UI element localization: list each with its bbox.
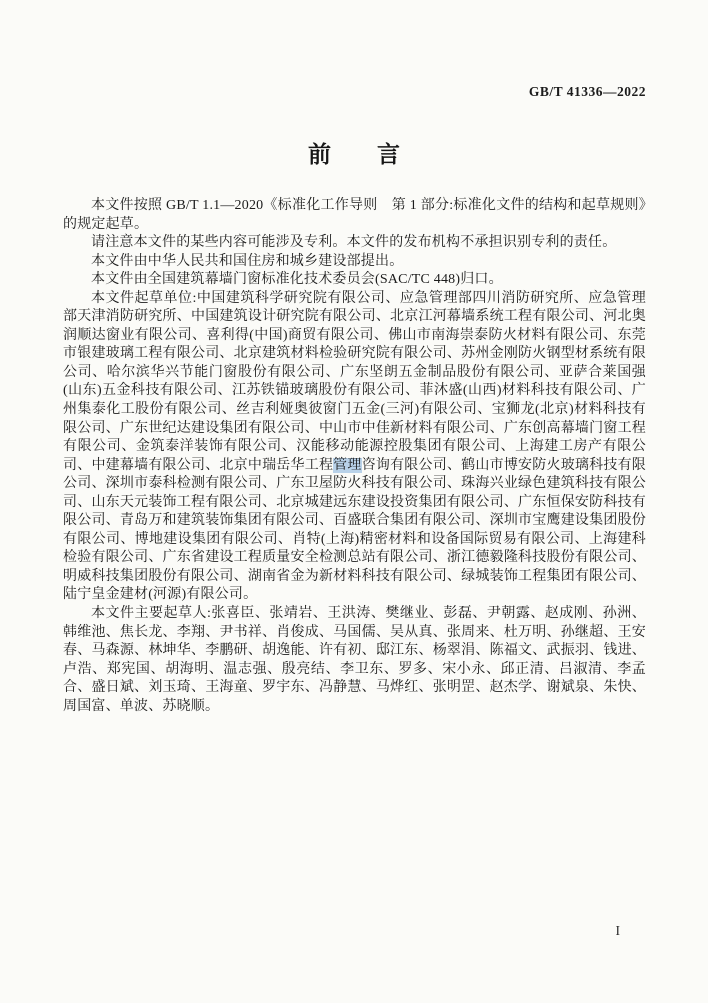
foreword-body	[63, 197, 646, 716]
page-title: 前 言	[308, 142, 400, 167]
paragraph-drafting-organizations	[63, 290, 646, 605]
paragraph-proposed-by: 本文件由中华人民共和国住房和城乡建设部提出。	[91, 253, 404, 269]
highlighted-text: 管理	[333, 457, 362, 473]
paragraph-drafters: 本文件主要起草人:张喜臣、张靖岩、王洪涛、樊继业、彭磊、尹朝露、赵成刚、孙洲、韩维池、焦长龙、李翔、尹书祥、肖俊成、马国儒、吴从真、张周来、杜万明、孙继超、王安春、马森源、林坤华、李鹏研、胡逸能、许有初、邸江东、杨翠涓、陈福文、武振羽、钱进、卢浩、郑宪国、胡海明、温志强、殷亮结、李卫东、罗多、宋小永、邱正清、吕淑清、李孟合、盛日斌、刘玉琦、王海童、罗宇东、冯静慧、马烨红、张明罡、赵杰学、谢斌泉、朱快、周国富、单波、苏晓顺。	[63, 606, 646, 714]
paragraph-patent-notice: 请注意本文件的某些内容可能涉及专利。本文件的发布机构不承担识别专利的责任。	[91, 235, 617, 251]
drafting-orgs-text-continued: 咨询有限公司、鹤山市博安防火玻璃科技有限公司、深圳市泰科检测有限公司、广东卫屋防火科技有限公司、珠海兴业绿色建筑科技有限公司、山东天元装饰工程有限公司、北京城建远东建设投资集团有限公司、广东恒保安防科技有限公司、青岛万和建筑装饰集团有限公司、百盛联合集团有限公司、深圳市宝鹰建设集团股份有限公司、博地建设集团有限公司、肖特(上海)精密材料和设备国际贸易有限公司、上海建科检验有限公司、广东省建设工程质量安全检测总站有限公司、浙江德毅隆科技股份有限公司、明威科技集团股份有限公司、湖南省金为新材料科技有限公司、绿城装饰工程集团有限公司、陆宁皇金建材(河源)有限公司。	[63, 457, 646, 603]
paragraph-drafting-rule: 本文件按照 GB/T 1.1—2020《标准化工作导则 第 1 部分:标准化文件的结构和起草规则》的规定起草。	[63, 198, 646, 232]
paragraph-centralized-by: 本文件由全国建筑幕墙门窗标准化技术委员会(SAC/TC 448)归口。	[91, 272, 503, 288]
standard-code: GB/T 41336—2022	[528, 84, 646, 99]
page-number: I	[615, 923, 620, 938]
drafting-orgs-text: 本文件起草单位:中国建筑科学研究院有限公司、应急管理部四川消防研究所、应急管理部天津消防研究所、中国建筑设计研究院有限公司、北京江河幕墙系统工程有限公司、河北奥润顺达窗业有限公司、喜利得(中国)商贸有限公司、佛山市南海崇泰防火材料有限公司、东莞市银建玻璃工程有限公司、北京建筑材料检验研究院有限公司、苏州金刚防火钢型材系统有限公司、哈尔滨华兴节能门窗股份有限公司、广东坚朗五金制品股份有限公司、亚萨合莱国强(山东)五金科技有限公司、江苏铁锚玻璃股份有限公司、菲沐盛(山西)材料科技有限公司、广州集泰化工股份有限公司、丝吉利娅奥彼窗门五金(三河)有限公司、宝狮龙(北京)材料科技有限公司、广东世纪达建设集团有限公司、中山市中佳新材料有限公司、广东创高幕墙门窗工程有限公司、金筑泰洋装饰有限公司、汉能移动能源控股集团有限公司、上海建工房产有限公司、中建幕墙有限公司、北京中瑞岳华工程	[63, 290, 646, 473]
